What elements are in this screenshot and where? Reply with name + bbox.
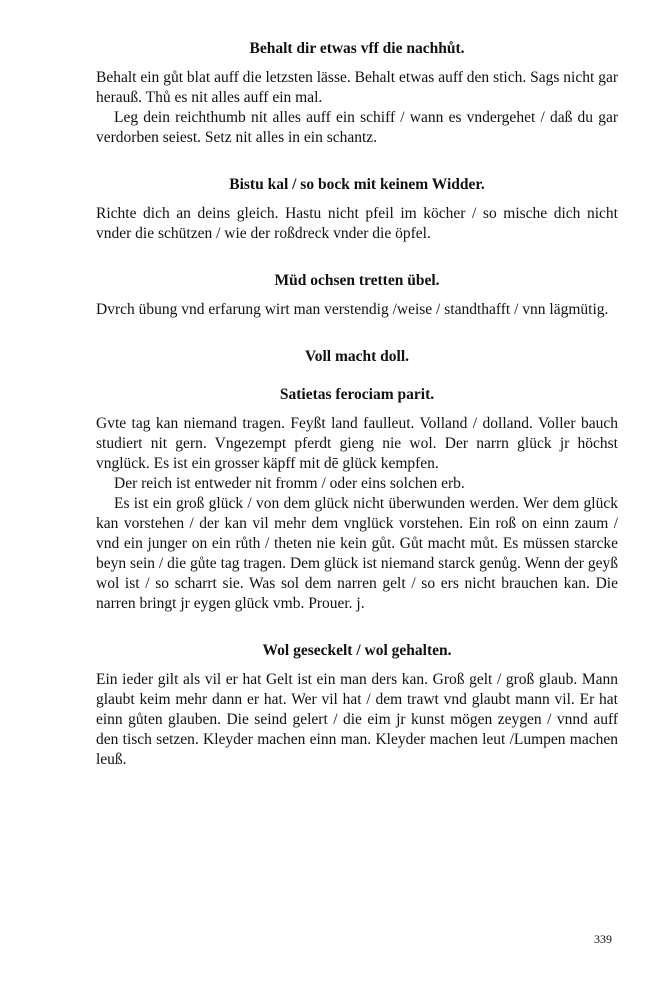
section-nachhut (96, 38, 618, 148)
paragraph: Leg dein reichthumb nit alles auff ein schiff / wann es vndergehet / daß du gar verdorben seiest. Setz nit alles in ein schantz. (96, 109, 618, 146)
section-heading: Voll macht doll. (304, 348, 410, 365)
section-heading: Wol geseckelt / wol gehalten. (262, 642, 452, 659)
paragraph: Gvte tag kan niemand tragen. Feyßt land faulleut. Volland / dolland. Voller bauch studiert nit gern. Vngezempt pferdt gieng nie wol. Der narrn glück jr höchst vnglück. Es ist ein grosser käpff mit dē glück kempfen. (96, 415, 618, 472)
section-widder (96, 174, 618, 244)
section-heading: Müd ochsen tretten übel. (274, 272, 440, 289)
page-body (96, 38, 618, 770)
paragraph: Es ist ein groß glück / von dem glück nicht überwunden werden. Wer dem glück kan vorstehen / der kan vil mehr dem vnglück vorstehen. Ein roß on einn zaum / vnd ein junger on ein růth / theten nie kein gůt. Gůt macht můt. Es müssen starcke beyn sein / die gůte tag tragen. Dem glück ist niemand starck genůg. Wenn der geyß wol ist / so scharrt sie. Was sol dem narren gelt / so ers nicht brauchen kan. Die narren bringt jr eygen glück vmb. Prouer. j. (96, 495, 618, 612)
paragraph: Dvrch übung vnd erfarung wirt man verstendig /weise / standthafft / vnn lägmütig. (96, 301, 609, 318)
paragraph: Der reich ist entweder nit fromm / oder eins solchen erb. (114, 475, 465, 492)
section-subheading: Satietas ferociam parit. (279, 386, 435, 403)
paragraph: Ein ieder gilt als vil er hat Gelt ist ein man ders kan. Groß gelt / groß glaub. Mann glaubt keim mehr dann er hat. Wer vil hat / dem trawt vnd glaubt mann vil. Er hat einn gůten glauben. Die seind gelert / die eim jr kunst mögen zeygen / vnnd auff den tisch setzen. Kleyder machen einn man. Kleyder machen leut /Lumpen machen leuß. (96, 671, 618, 768)
section-heading: Behalt dir etwas vff die nachhůt. (249, 40, 465, 57)
section-geseckelt (96, 640, 618, 770)
paragraph: Richte dich an deins gleich. Hastu nicht pfeil im köcher / so mische dich nicht vnder die schützen / wie der roßdreck vnder die öpfel. (96, 205, 618, 242)
section-heading: Bistu kal / so bock mit keinem Widder. (229, 176, 485, 193)
paragraph: Behalt ein gůt blat auff die letzsten lässe. Behalt etwas auff den stich. Sags nicht gar herauß. Thů es nit alles auff ein mal. (96, 69, 618, 106)
section-voll-macht-doll (96, 346, 618, 614)
section-ochsen (96, 270, 618, 320)
page-number: 339 (594, 932, 612, 946)
